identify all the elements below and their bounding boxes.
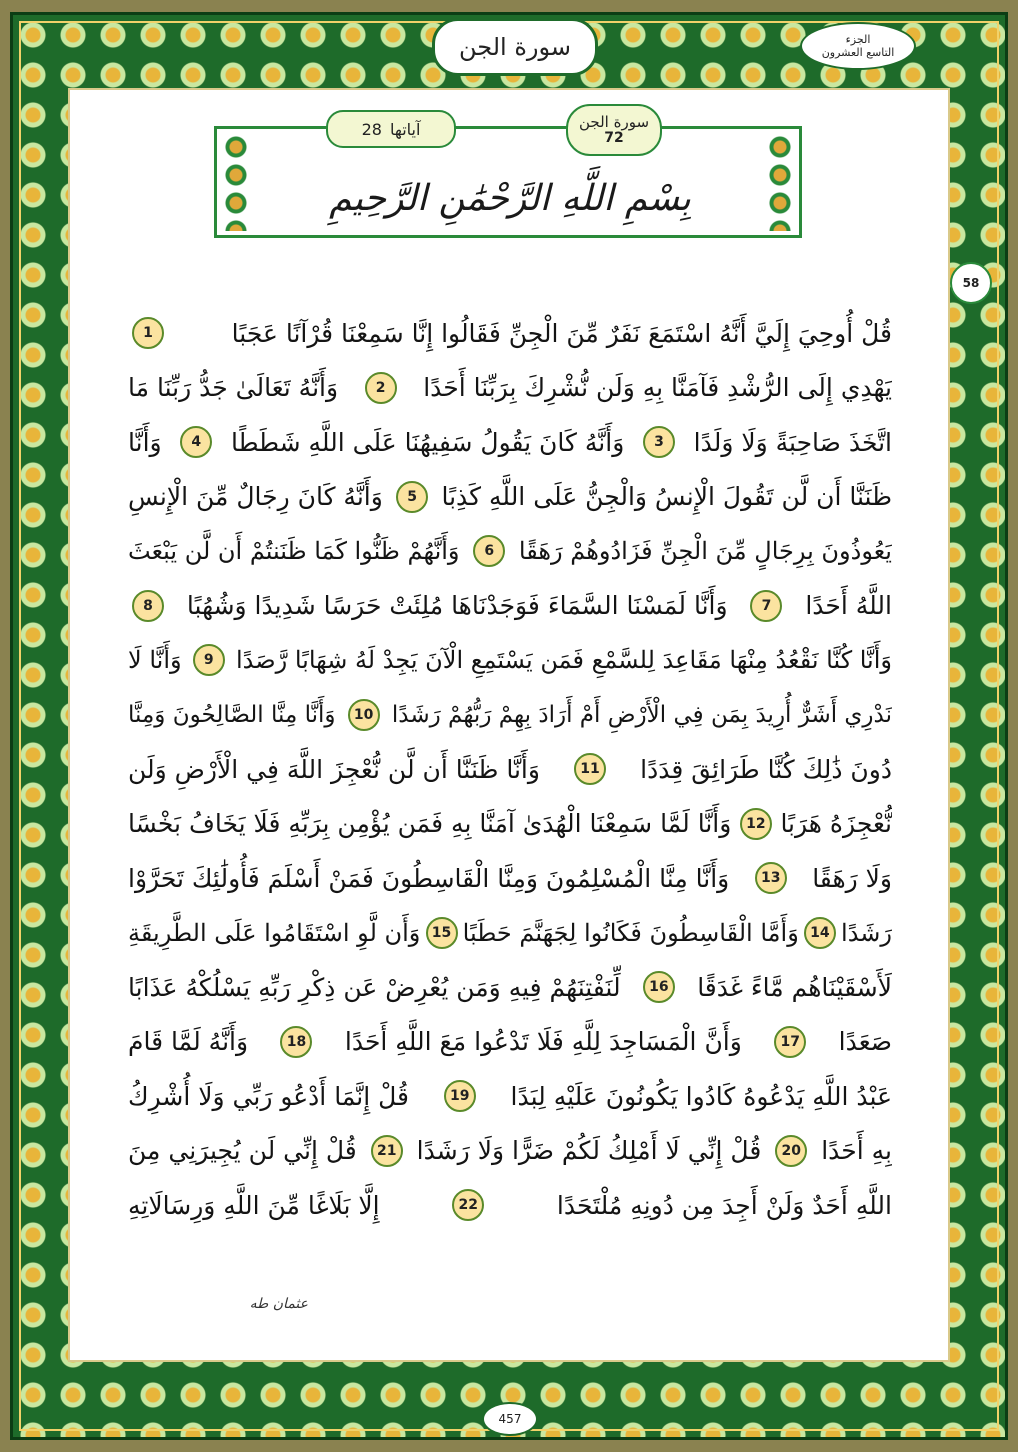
verse-text: عَبْدُ اللَّهِ يَدْعُوهُ كَادُوا يَكُونُونَ عَلَيْهِ لِبَدًا [510, 1081, 892, 1111]
verse-text: لِّنَفْتِنَهُمْ فِيهِ وَمَن يُعْرِضْ عَن ذِكْرِ رَبِّهِ يَسْلُكْهُ عَذَابًا [128, 972, 621, 1002]
calligrapher-signature: عثمان طه [249, 1296, 308, 1312]
verse-text: بِهِ أَحَدًا [821, 1136, 892, 1166]
verse-text: يَهْدِي إِلَى الرُّشْدِ فَآمَنَّا بِهِ وَلَن نُّشْرِكَ بِرَبِّنَا أَحَدًا [423, 373, 892, 403]
verse-text: وَأَنَّهُ كَانَ رِجَالٌ مِّنَ الْإِنسِ [128, 482, 383, 512]
text-line [128, 1178, 892, 1233]
ayah-number-marker: 8 [132, 590, 164, 622]
verse-text: اللَّهُ أَحَدًا [805, 591, 892, 621]
ayah-number-marker: 17 [774, 1026, 806, 1058]
text-line [128, 906, 892, 961]
ayah-number-marker: 2 [365, 372, 397, 404]
verse-text: اللَّهِ أَحَدٌ وَلَنْ أَجِدَ مِن دُونِهِ مُلْتَحَدًا [556, 1190, 892, 1220]
juz-label [800, 22, 916, 70]
surah-name: سورة الجن [578, 113, 650, 131]
ayah-number-marker: 21 [371, 1135, 403, 1167]
juz-label-line1: الجزء [845, 33, 871, 46]
ayat-label: آياتها [389, 119, 421, 139]
ayah-number-marker: 13 [755, 862, 787, 894]
text-line [128, 960, 892, 1015]
ayah-number-marker: 5 [396, 481, 428, 513]
ayah-number-marker: 9 [193, 644, 225, 676]
verse-text: وَأَنَّا ظَنَنَّا أَن لَّن نُّعْجِزَ اللَّهَ فِي الْأَرْضِ وَلَن [128, 754, 540, 784]
ayah-number-marker: 1 [132, 317, 164, 349]
text-line [128, 851, 892, 906]
surah-name-badge [566, 104, 662, 156]
surah-number: 72 [604, 130, 624, 146]
page-number: 457 [482, 1402, 538, 1436]
verse-text: وَأَنَّهُمْ ظَنُّوا كَمَا ظَنَنتُمْ أَن لَّن يَبْعَثَ [128, 537, 460, 566]
ayah-number-marker: 6 [473, 535, 505, 567]
text-line [128, 306, 892, 361]
text-line [128, 742, 892, 797]
text-line [128, 1124, 892, 1179]
verse-text: صَعَدًا [838, 1027, 892, 1057]
verse-text: وَأَنَّهُ لَمَّا قَامَ [128, 1027, 249, 1057]
ayah-number-marker: 19 [444, 1080, 476, 1112]
verse-text: يَعُوذُونَ بِرِجَالٍ مِّنَ الْجِنِّ فَزَادُوهُمْ رَهَقًا [518, 537, 892, 566]
verse-text: إِلَّا بَلَاغًا مِّنَ اللَّهِ وَرِسَالَاتِهِ [128, 1190, 380, 1220]
verse-text: لَأَسْقَيْنَاهُم مَّاءً غَدَقًا [697, 972, 892, 1002]
verse-text: قُلْ إِنِّي لَن يُجِيرَنِي مِنَ [128, 1136, 357, 1166]
ayah-number-marker: 20 [775, 1135, 807, 1167]
text-line [128, 470, 892, 525]
quran-text [128, 306, 892, 1266]
text-line [128, 361, 892, 416]
ayah-number-marker: 15 [426, 917, 458, 949]
verse-text: قُلْ إِنِّي لَا أَمْلِكُ لَكُمْ ضَرًّا وَلَا رَشَدًا [416, 1136, 762, 1166]
text-line [128, 797, 892, 852]
verse-text: وَأَنَّا لَا [128, 646, 182, 675]
text-line [128, 688, 892, 743]
ayah-number-marker: 7 [750, 590, 782, 622]
verse-text: وَأَنَّا لَمَسْنَا السَّمَاءَ فَوَجَدْنَاهَا مُلِئَتْ حَرَسًا شَدِيدًا وَشُهُبًا [186, 591, 728, 621]
juz-label-line2: التاسع العشرون [821, 46, 895, 59]
ayah-number-marker: 14 [804, 917, 836, 949]
ornament-right-icon [765, 133, 795, 231]
ayah-number-marker: 18 [280, 1026, 312, 1058]
verse-text: وَأَنَّا [128, 427, 162, 457]
text-line [128, 524, 892, 579]
hizb-marker-icon: 58 [950, 262, 992, 304]
verse-text: قُلْ أُوحِيَ إِلَيَّ أَنَّهُ اسْتَمَعَ نَفَرٌ مِّنَ الْجِنِّ فَقَالُوا إِنَّا سَمِعْنَا قُرْآنًا عَجَبًا [231, 318, 892, 348]
ayah-number-marker: 16 [643, 971, 675, 1003]
ayat-count-badge [326, 110, 456, 148]
ayah-number-marker: 10 [348, 699, 380, 731]
basmala: بِسْمِ اللَّهِ الرَّحْمَٰنِ الرَّحِيمِ [329, 177, 691, 219]
surah-title-top: سورة الجن [432, 18, 598, 76]
verse-text: نَدْرِي أَشَرٌّ أُرِيدَ بِمَن فِي الْأَرْضِ أَمْ أَرَادَ بِهِمْ رَبُّهُمْ رَشَدًا [391, 701, 892, 728]
verse-text: وَأَمَّا الْقَاسِطُونَ فَكَانُوا لِجَهَنَّمَ حَطَبًا [462, 918, 799, 947]
verse-text: رَشَدًا [841, 918, 892, 947]
verse-text: قُلْ إِنَّمَا أَدْعُو رَبِّي وَلَا أُشْرِكُ [128, 1081, 410, 1111]
verse-text: نُّعْجِزَهُ هَرَبًا [780, 809, 892, 839]
verse-text: وَأَنَّهُ كَانَ يَقُولُ سَفِيهُنَا عَلَى اللَّهِ شَطَطًا [230, 427, 625, 457]
verse-text: وَأَنَّا لَمَّا سَمِعْنَا الْهُدَىٰ آمَنَّا بِهِ فَمَن يُؤْمِن بِرَبِّهِ فَلَا يَخَافُ بَخْسًا [128, 809, 732, 839]
text-line [128, 1015, 892, 1070]
verse-text: وَأَنَّ الْمَسَاجِدَ لِلَّهِ فَلَا تَدْعُوا مَعَ اللَّهِ أَحَدًا [344, 1027, 742, 1057]
verse-text: اتَّخَذَ صَاحِبَةً وَلَا وَلَدًا [693, 427, 892, 457]
verse-text: وَأَنَّهُ تَعَالَىٰ جَدُّ رَبِّنَا مَا [128, 373, 339, 403]
text-line [128, 633, 892, 688]
ayah-number-marker: 11 [574, 753, 606, 785]
ayat-number: 28 [361, 119, 382, 139]
ayah-number-marker: 12 [740, 808, 772, 840]
text-line [128, 579, 892, 634]
text-line [128, 1069, 892, 1124]
ayah-number-marker: 3 [643, 426, 675, 458]
ornament-left-icon [221, 133, 251, 231]
verse-text: وَأَنَّا كُنَّا نَقْعُدُ مِنْهَا مَقَاعِدَ لِلسَّمْعِ فَمَن يَسْتَمِعِ الْآنَ يَجِدْ لَهُ شِهَابًا رَّصَدًا [235, 646, 892, 675]
text-line [128, 415, 892, 470]
ayah-number-marker: 4 [180, 426, 212, 458]
ayah-number-marker: 22 [452, 1189, 484, 1221]
verse-text: دُونَ ذَٰلِكَ كُنَّا طَرَائِقَ قِدَدًا [640, 754, 892, 784]
verse-text: وَأَنَّا مِنَّا الْمُسْلِمُونَ وَمِنَّا الْقَاسِطُونَ فَمَنْ أَسْلَمَ فَأُولَٰئِكَ تَحَرَّوْا [128, 863, 730, 893]
verse-text: وَأَنَّا مِنَّا الصَّالِحُونَ وَمِنَّا [128, 701, 336, 728]
verse-text: وَلَا رَهَقًا [812, 863, 892, 893]
verse-text: وَأَن لَّوِ اسْتَقَامُوا عَلَى الطَّرِيقَةِ [128, 918, 421, 947]
verse-text: ظَنَنَّا أَن لَّن تَقُولَ الْإِنسُ وَالْجِنُّ عَلَى اللَّهِ كَذِبًا [441, 482, 892, 512]
